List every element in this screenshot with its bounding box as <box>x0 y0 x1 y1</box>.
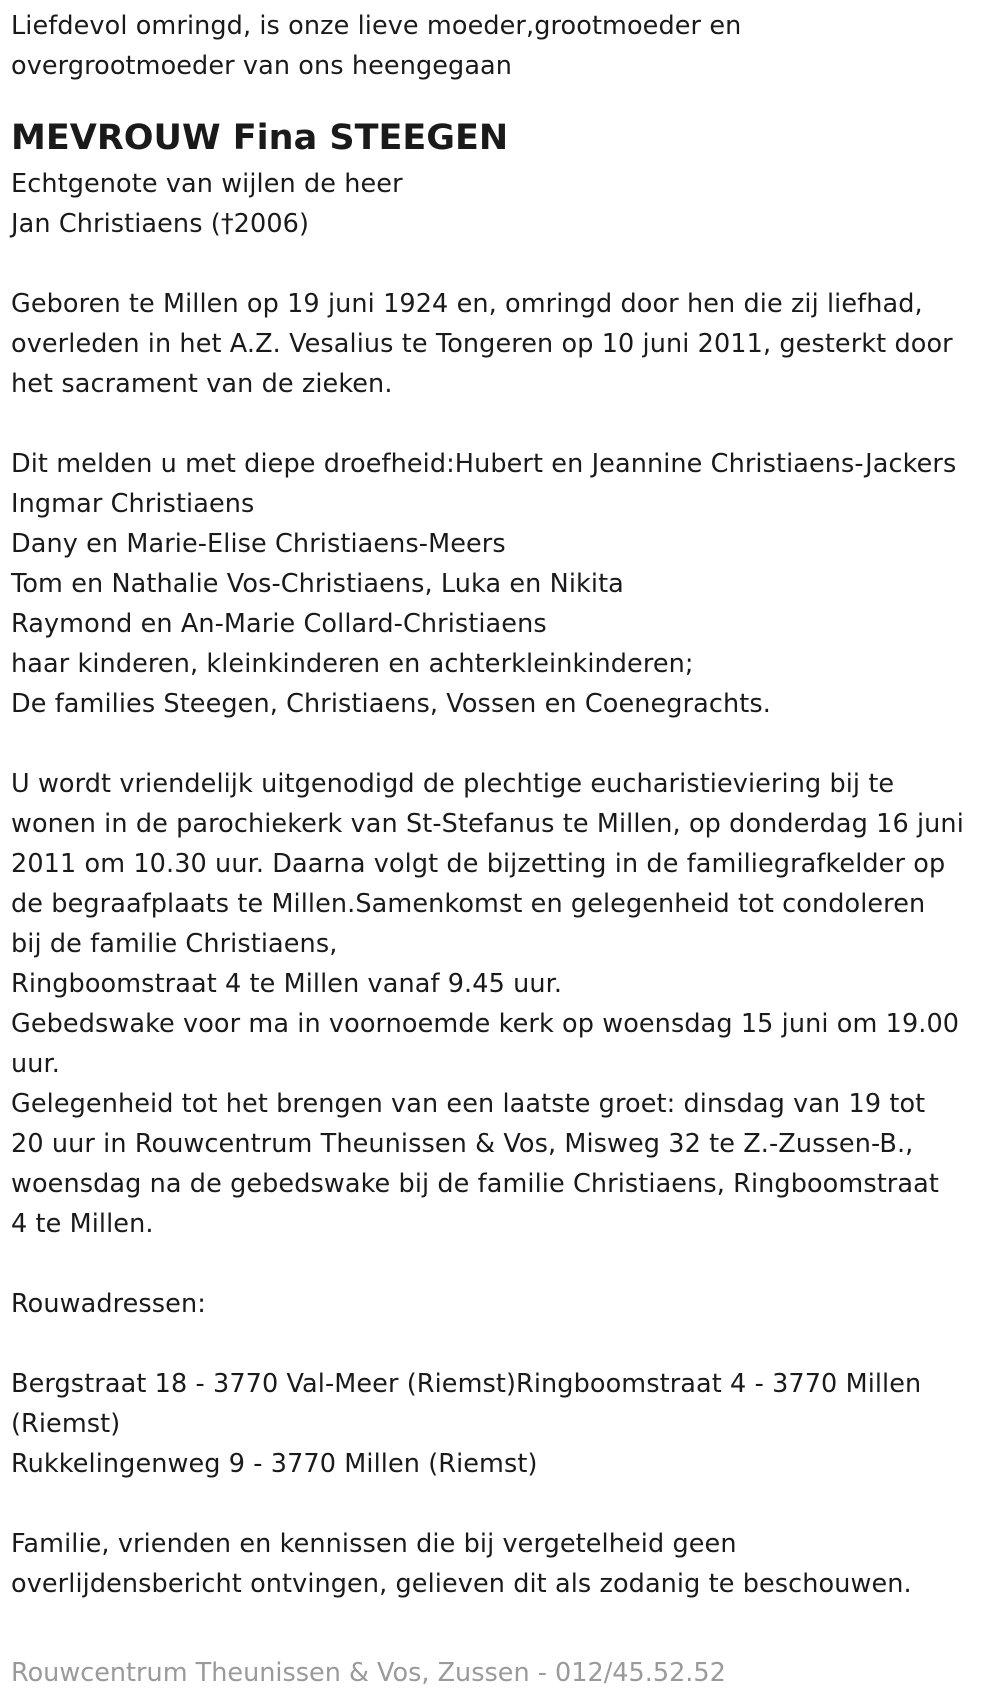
ceremony-section <box>11 764 1000 1244</box>
family-line: Tom en Nathalie Vos-Christiaens, Luka en Nikita <box>11 569 624 599</box>
ceremony-line: bij de familie Christiaens, <box>11 929 338 959</box>
ceremony-line: U wordt vriendelijk uitgenodigd de plechtige eucharistieviering bij te <box>11 769 895 799</box>
ceremony-line: 4 te Millen. <box>11 1209 154 1239</box>
family-line: Dit melden u met diepe droefheid:Hubert en Jeannine Christiaens-Jackers <box>11 449 957 479</box>
address-line: Rukkelingenweg 9 - 3770 Millen (Riemst) <box>11 1449 538 1479</box>
family-line: Ingmar Christiaens <box>11 489 255 519</box>
birth-death-section <box>11 284 1000 404</box>
ceremony-line: uur. <box>11 1049 60 1079</box>
birth-death-line: Geboren te Millen op 19 juni 1924 en, omringd door hen die zij liefhad, <box>11 289 923 319</box>
ceremony-line: 2011 om 10.30 uur. Daarna volgt de bijzetting in de familiegrafkelder op <box>11 849 946 879</box>
family-line: haar kinderen, kleinkinderen en achterkleinkinderen; <box>11 649 694 679</box>
birth-death-line: overleden in het A.Z. Vesalius te Tongeren op 10 juni 2011, gesterkt door <box>11 329 953 359</box>
addresses-section <box>11 1364 1000 1484</box>
spouse-line: Jan Christiaens (†2006) <box>11 209 310 239</box>
closing-line: Familie, vrienden en kennissen die bij vergetelheid geen <box>11 1529 737 1559</box>
funeral-home-footer: Rouwcentrum Theunissen & Vos, Zussen - 012/45.52.52 <box>11 1658 726 1688</box>
intro-line: overgrootmoeder van ons heengegaan <box>11 51 513 81</box>
ceremony-line: Ringboomstraat 4 te Millen vanaf 9.45 uur. <box>11 969 563 999</box>
intro-section <box>11 6 1000 86</box>
ceremony-line: Gelegenheid tot het brengen van een laatste groet: dinsdag van 19 tot <box>11 1089 926 1119</box>
family-line: Dany en Marie-Elise Christiaens-Meers <box>11 529 506 559</box>
ceremony-line: de begraafplaats te Millen.Samenkomst en gelegenheid tot condoleren <box>11 889 926 919</box>
family-line: Raymond en An-Marie Collard-Christiaens <box>11 609 547 639</box>
family-section <box>11 444 1000 724</box>
closing-line: overlijdensbericht ontvingen, gelieven dit als zodanig te beschouwen. <box>11 1569 912 1599</box>
ceremony-line: Gebedswake voor ma in voornoemde kerk op woensdag 15 juni om 19.00 <box>11 1009 960 1039</box>
closing-section <box>11 1524 1000 1604</box>
birth-death-line: het sacrament van de zieken. <box>11 369 393 399</box>
addresses-heading: Rouwadressen: <box>11 1289 206 1319</box>
family-line: De families Steegen, Christiaens, Vossen en Coenegrachts. <box>11 689 771 719</box>
address-line: Bergstraat 18 - 3770 Val-Meer (Riemst)Ringboomstraat 4 - 3770 Millen <box>11 1369 922 1399</box>
spouse-section <box>11 164 1000 244</box>
intro-line: Liefdevol omringd, is onze lieve moeder,grootmoeder en <box>11 11 742 41</box>
ceremony-line: woensdag na de gebedswake bij de familie Christiaens, Ringboomstraat <box>11 1169 939 1199</box>
ceremony-line: wonen in de parochiekerk van St-Stefanus te Millen, op donderdag 16 juni <box>11 809 964 839</box>
address-line: (Riemst) <box>11 1409 121 1439</box>
spouse-line: Echtgenote van wijlen de heer <box>11 169 403 199</box>
ceremony-line: 20 uur in Rouwcentrum Theunissen & Vos, Misweg 32 te Z.-Zussen-B., <box>11 1129 914 1159</box>
deceased-name: MEVROUW Fina STEEGEN <box>11 118 509 158</box>
